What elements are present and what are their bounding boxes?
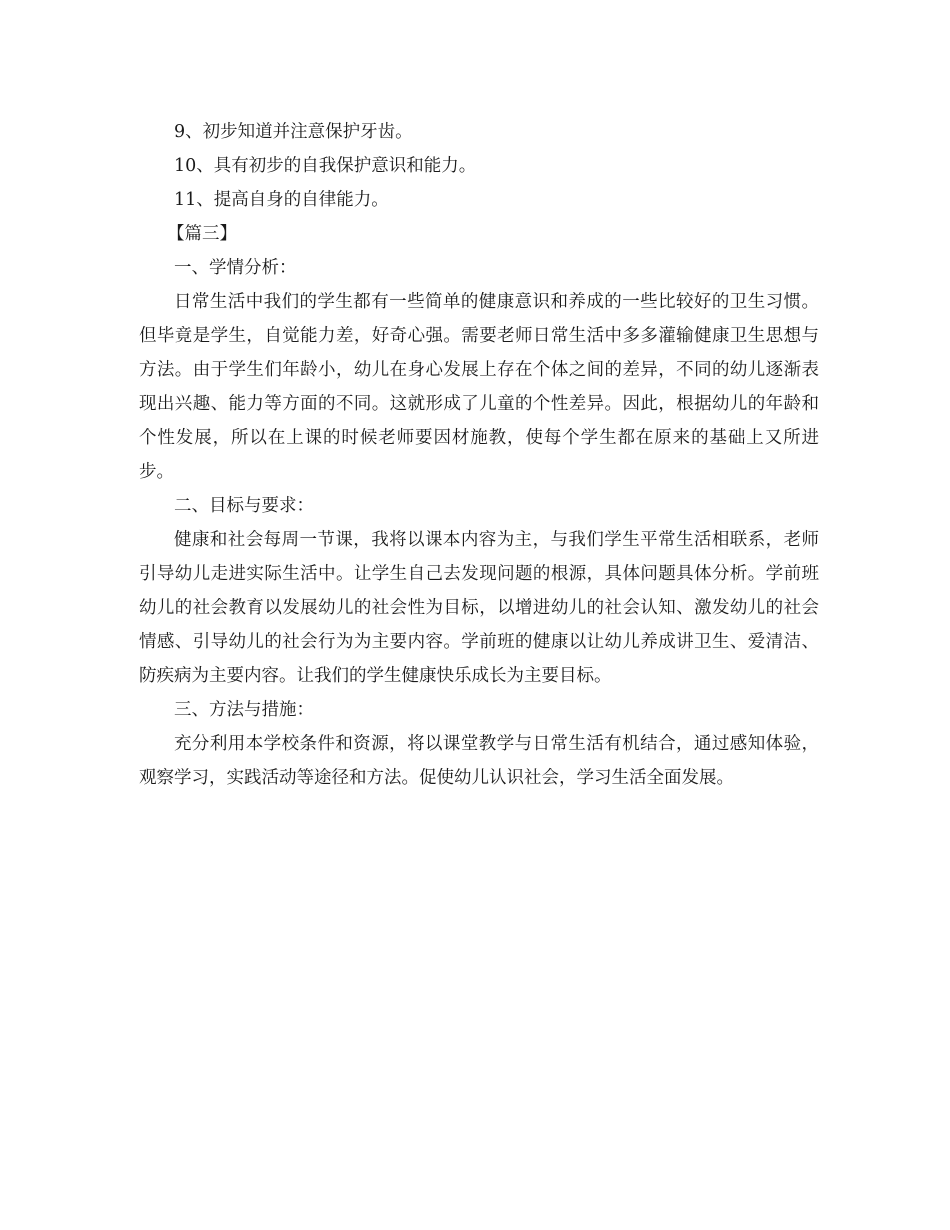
- document-body: [139, 115, 819, 795]
- paragraph-methods: 充分利用本学校条件和资源，将以课堂教学与日常生活有机结合，通过感知体验，观察学习，实践活动等途径和方法。促使幼儿认识社会，学习生活全面发展。: [139, 734, 819, 788]
- list-item: 10、具有初步的自我保护意识和能力。: [174, 156, 477, 176]
- section-heading-analysis: 一、学情分析：: [174, 258, 297, 278]
- list-item: 11、提高自身的自律能力。: [174, 190, 389, 210]
- paragraph-analysis: 日常生活中我们的学生都有一些简单的健康意识和养成的一些比较好的卫生习惯。但毕竟是学生，自觉能力差，好奇心强。需要老师日常生活中多多灌输健康卫生思想与方法。由于学生们年龄小，幼儿在身心发展上存在个体之间的差异，不同的幼儿逐渐表现出兴趣、能力等方面的不同。这就形成了儿童的个性差异。因此，根据幼儿的年龄和个性发展，所以在上课的时候老师要因材施教，使每个学生都在原来的基础上又所进步。: [139, 292, 819, 482]
- section-title: 【篇三】: [167, 224, 237, 244]
- list-item: 9、初步知道并注意保护牙齿。: [174, 122, 413, 142]
- section-heading-goals: 二、目标与要求：: [174, 496, 314, 516]
- section-heading-methods: 三、方法与措施：: [174, 700, 314, 720]
- paragraph-goals: 健康和社会每周一节课，我将以课本内容为主，与我们学生平常生活相联系，老师引导幼儿走进实际生活中。让学生自己去发现问题的根源，具体问题具体分析。学前班幼儿的社会教育以发展幼儿的社会性为目标，以增进幼儿的社会认知、激发幼儿的社会情感、引导幼儿的社会行为为主要内容。学前班的健康以让幼儿养成讲卫生、爱清洁、防疾病为主要内容。让我们的学生健康快乐成长为主要目标。: [139, 530, 819, 686]
